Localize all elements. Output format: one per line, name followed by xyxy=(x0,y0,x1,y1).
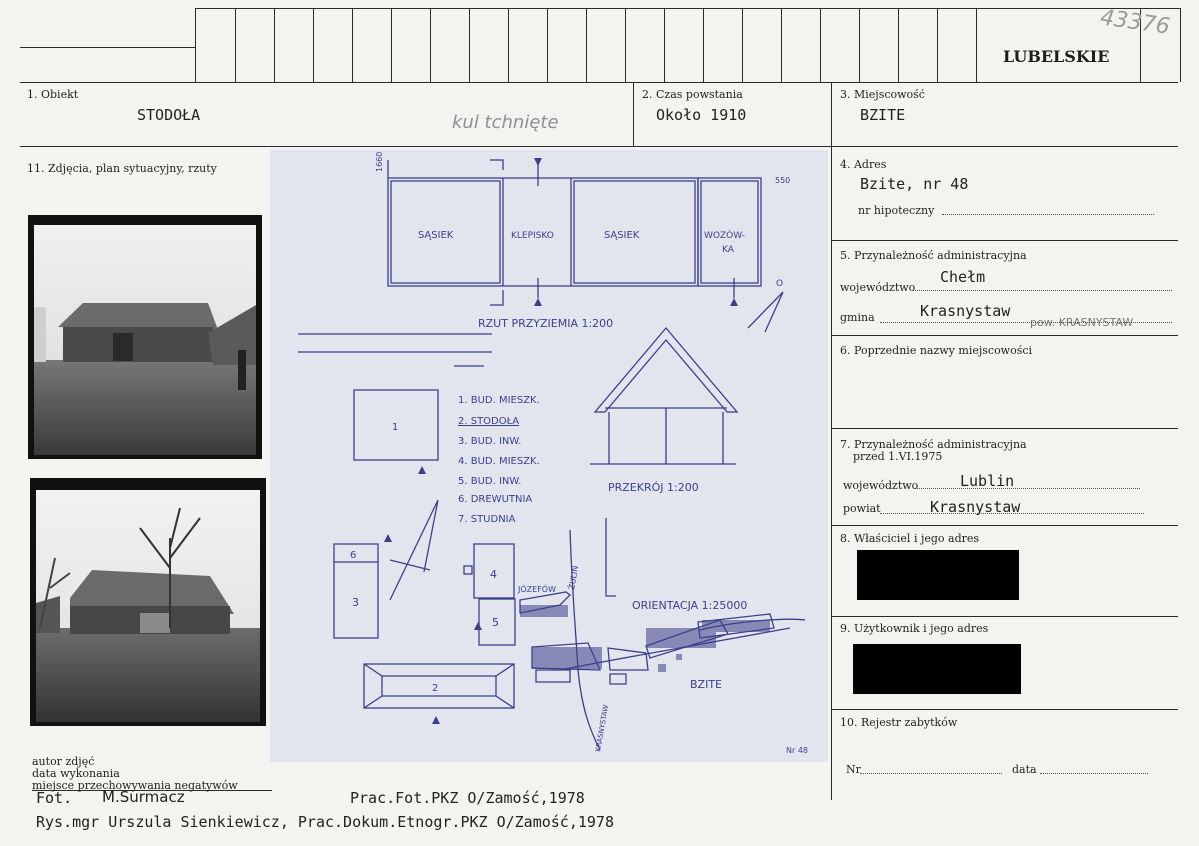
road-west-label: JÓZEFÓW xyxy=(518,585,556,594)
pre1975-county-value: Krasnystaw xyxy=(930,498,1021,516)
mortgage-dotted-line xyxy=(942,214,1154,215)
header-cell-divider xyxy=(820,8,821,82)
owner-label: 8. Właściciel i jego adres xyxy=(840,532,980,545)
owner-redaction xyxy=(857,550,1019,600)
photo-date-label: data wykonania xyxy=(32,767,120,780)
header-cell-divider xyxy=(781,8,782,82)
header-underline xyxy=(20,47,195,48)
register-date-label: data xyxy=(1012,763,1037,776)
photo-lab-credit: Prac.Fot.PKZ O/Zamość,1978 xyxy=(350,789,585,807)
legend-item-1: 1. BUD. MIESZK. xyxy=(458,395,540,406)
dimension-right: 550 xyxy=(775,176,791,185)
legend-item-4: 4. BUD. MIESZK. xyxy=(458,456,540,467)
row-line-6 xyxy=(831,240,1178,241)
pre1975-county-dotted-line xyxy=(880,513,1144,514)
admin-pre1975-label: 7. Przynależność administracyjna xyxy=(840,438,1027,451)
object-value: STODOŁA xyxy=(137,106,201,124)
mortgage-label: nr hipoteczny xyxy=(858,204,935,217)
road-north-label: ŻULIN xyxy=(567,565,581,591)
dimension-left: 1660 xyxy=(375,151,384,172)
admin-label: 5. Przynależność administracyjna xyxy=(840,249,1027,262)
header-cell-divider xyxy=(547,8,548,82)
header-cell-divider xyxy=(235,8,236,82)
header-cell-divider xyxy=(937,8,938,82)
building-number-2: 2 xyxy=(432,683,439,694)
user-redaction xyxy=(853,644,1021,694)
former-names-label: 6. Poprzednie nazwy miejscowości xyxy=(840,344,1033,357)
address-label: 4. Adres xyxy=(840,158,887,171)
row-line-9 xyxy=(831,525,1178,526)
voivodeship-value: Chełm xyxy=(940,268,986,286)
building-number-5: 5 xyxy=(492,616,499,629)
register-nr-label: Nr xyxy=(846,763,861,776)
header-cell-divider xyxy=(586,8,587,82)
address-value: Bzite, nr 48 xyxy=(860,175,969,193)
plan-title: RZUT PRZYZIEMIA 1:200 xyxy=(478,317,614,330)
photo-barn-front xyxy=(28,215,262,459)
period-label: 2. Czas powstania xyxy=(642,88,743,101)
negatives-label: miejsce przechowywania negatywów xyxy=(32,779,238,792)
header-cell-divider xyxy=(898,8,899,82)
photo-barn-side-image xyxy=(30,478,266,726)
sheet-number: Nr 48 xyxy=(786,746,808,755)
header-cell-divider xyxy=(352,8,353,82)
photo-author-label: autor zdjęć xyxy=(32,755,95,768)
room-label-5: KA xyxy=(722,245,734,255)
header-cell-divider xyxy=(664,8,665,82)
drawing-sheet xyxy=(270,150,828,762)
commune-label: gmina xyxy=(840,311,875,324)
header-cell-divider xyxy=(313,8,314,82)
legend-item-7: 7. STUDNIA xyxy=(458,514,516,525)
commune-handwritten-note: pow. KRASNYSTAW xyxy=(1030,316,1134,329)
header-bottom-line xyxy=(20,82,1178,83)
header-cell-divider xyxy=(859,8,860,82)
room-label-3: SĄSIEK xyxy=(604,230,640,241)
divider-2 xyxy=(831,82,832,800)
header-cell-divider xyxy=(274,8,275,82)
locality-value: BZITE xyxy=(860,106,906,124)
user-label: 9. Użytkownik i jego adres xyxy=(840,622,989,635)
header-cell-divider xyxy=(469,8,470,82)
commune-value: Krasnystaw xyxy=(920,302,1011,320)
drawing-sheet-canvas xyxy=(270,150,828,762)
photographer-name: M.Surmacz xyxy=(102,788,185,806)
row-line-11 xyxy=(831,709,1178,710)
object-handwritten-note: kul tchnięte xyxy=(452,112,559,133)
north-mark: O xyxy=(776,279,784,289)
building-number-3: 3 xyxy=(352,596,359,609)
row-line-10 xyxy=(831,616,1178,617)
pre1975-voivodeship-dotted-line xyxy=(914,488,1140,489)
region-title: LUBELSKIE xyxy=(1003,47,1110,66)
building-number-4: 4 xyxy=(490,568,497,581)
pre1975-county-label: powiat xyxy=(843,502,881,515)
register-label: 10. Rejestr zabytków xyxy=(840,716,958,729)
photos-section-label: 11. Zdjęcia, plan sytuacyjny, rzuty xyxy=(27,162,217,175)
room-label-2: KLEPISKO xyxy=(511,231,554,241)
header-cell-divider xyxy=(391,8,392,82)
register-nr-dotted-line xyxy=(860,773,1002,774)
voivodeship-label: województwo xyxy=(840,281,916,294)
village-label: BZITE xyxy=(690,678,722,691)
header-cell-divider xyxy=(625,8,626,82)
object-label: 1. Obiekt xyxy=(27,88,79,101)
pre1975-voivodeship-label: województwo xyxy=(843,479,919,492)
register-date-dotted-line xyxy=(1040,773,1148,774)
orientation-title: ORIENTACJA 1:25000 xyxy=(632,599,748,612)
catalog-number: 43376 xyxy=(1098,5,1172,40)
row-line-7 xyxy=(831,335,1178,336)
header-cell-divider xyxy=(742,8,743,82)
legend-item-3: 3. BUD. INW. xyxy=(458,436,522,447)
row1-bottom-line xyxy=(20,146,1178,147)
header-cell-divider xyxy=(508,8,509,82)
legend-item-2: 2. STODOŁA xyxy=(458,416,520,427)
header-cell-divider xyxy=(195,8,196,82)
header-cell-divider xyxy=(976,8,977,82)
legend-item-6: 6. DREWUTNIA xyxy=(458,494,533,505)
room-label-4: WOZÓW- xyxy=(704,231,746,241)
photo-barn-front-image xyxy=(28,215,262,459)
admin-pre1975-label2: przed 1.VI.1975 xyxy=(853,450,943,463)
road-south-label: KRASNYSTAW xyxy=(594,704,611,753)
row-line-8 xyxy=(831,428,1178,429)
building-number-6: 6 xyxy=(350,550,357,561)
voivodeship-dotted-line xyxy=(912,290,1172,291)
photo-prefix: Fot. xyxy=(36,789,73,807)
photo-barn-side xyxy=(30,478,266,726)
header-cell-divider xyxy=(1180,8,1181,82)
locality-label: 3. Miejscowość xyxy=(840,88,925,101)
divider-1 xyxy=(633,82,634,146)
period-value: Około 1910 xyxy=(656,106,747,124)
legend-item-5: 5. BUD. INW. xyxy=(458,476,522,487)
drawing-credit: Rys.mgr Urszula Sienkiewicz, Prac.Dokum.Etnogr.PKZ O/Zamość,1978 xyxy=(36,813,614,831)
commune-dotted-line xyxy=(880,322,1172,323)
top-border xyxy=(195,8,1180,9)
header-cell-divider xyxy=(430,8,431,82)
building-number-1: 1 xyxy=(392,422,399,433)
header-cell-divider xyxy=(703,8,704,82)
pre1975-voivodeship-value: Lublin xyxy=(960,472,1015,490)
room-label-1: SĄSIEK xyxy=(418,230,454,241)
section-title: PRZEKRÓJ 1:200 xyxy=(608,481,699,494)
